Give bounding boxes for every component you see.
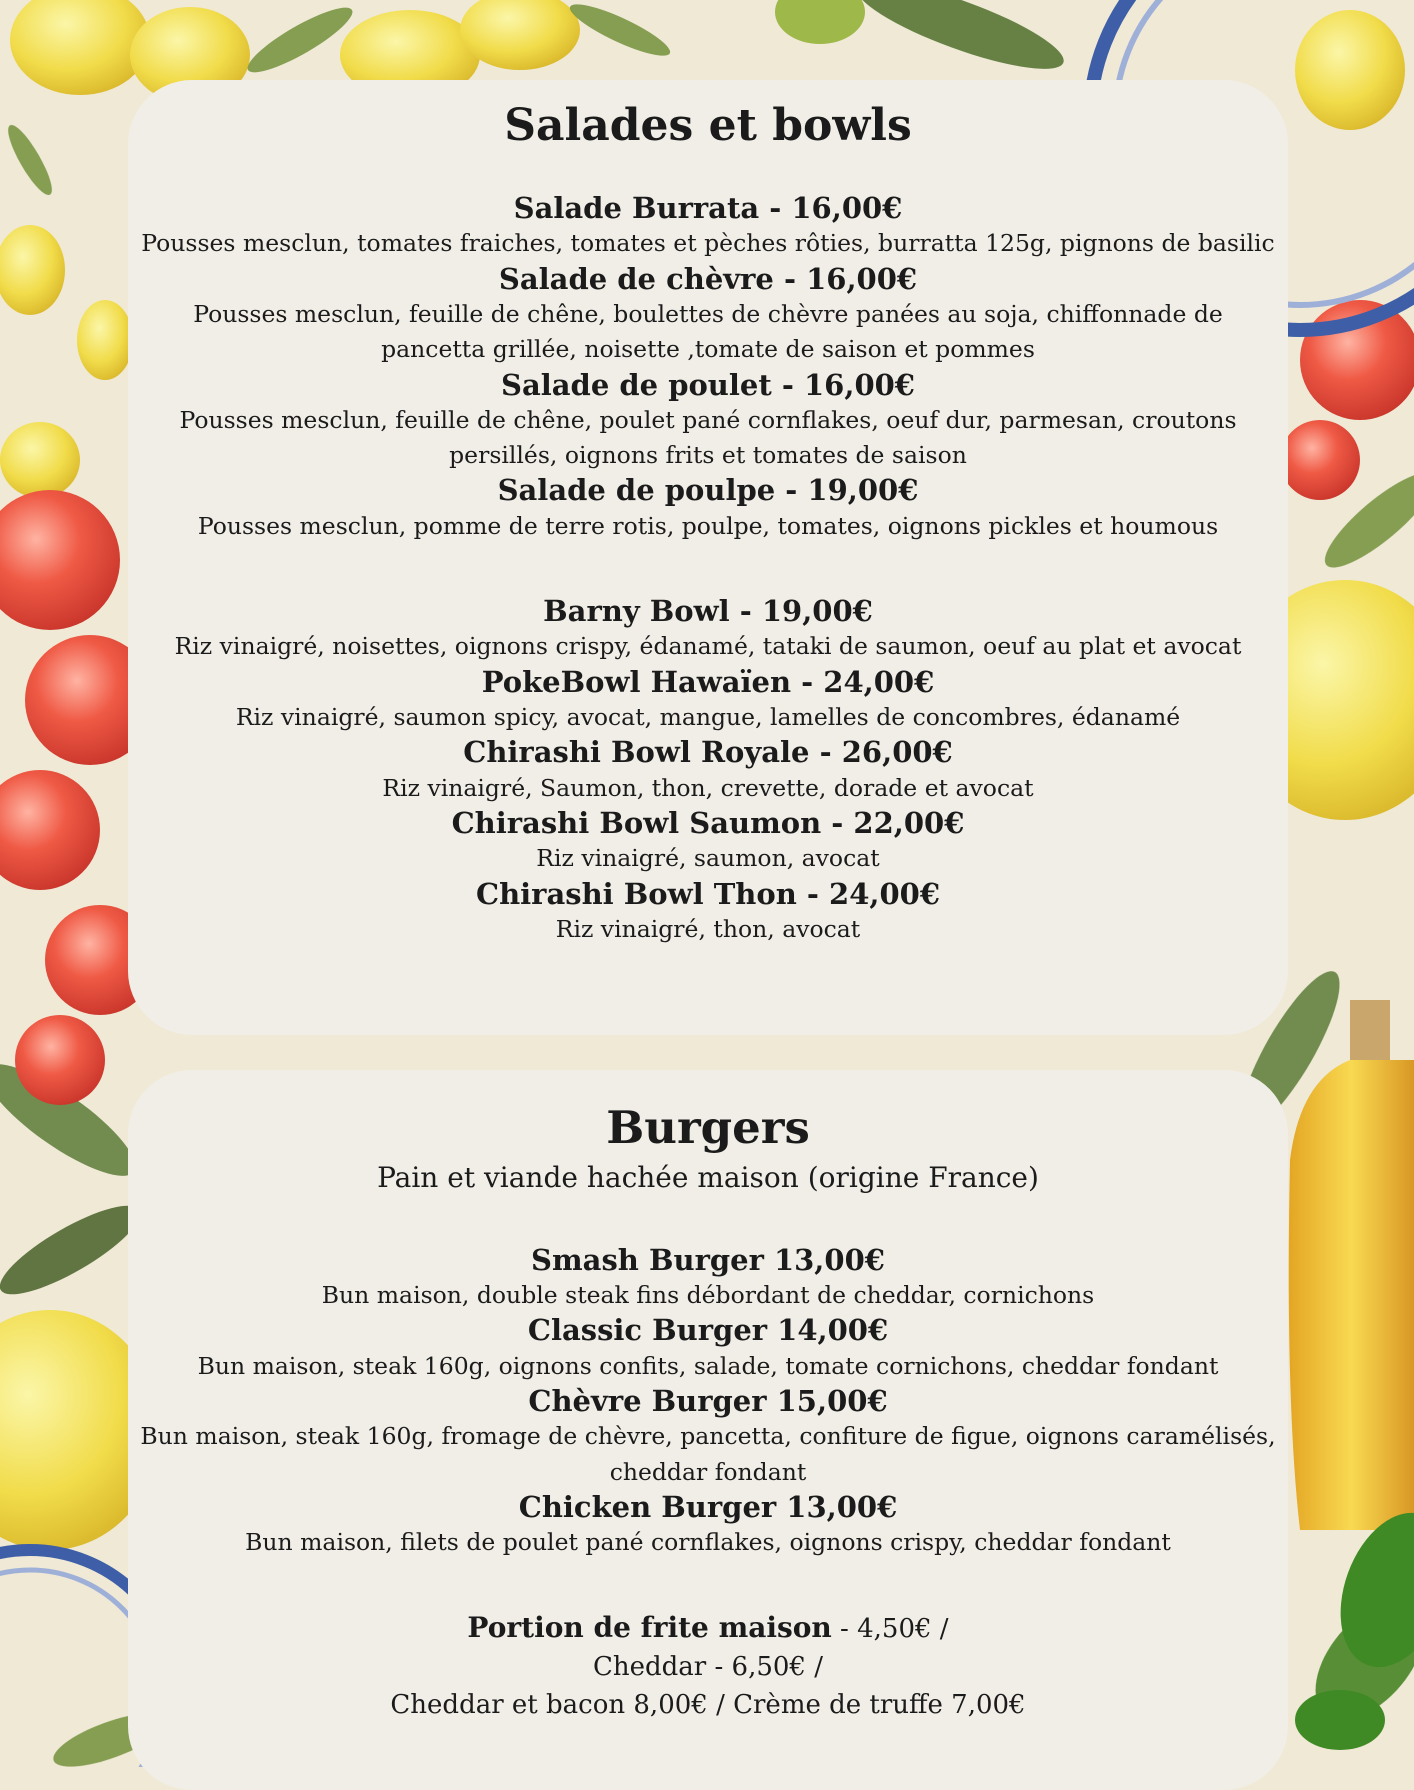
item-name: Chirashi Bowl Saumon - 22,00€: [451, 805, 965, 840]
menu-item-salade-chevre: [128, 262, 1288, 368]
item-description: Pousses mesclun, tomates fraiches, tomates et pèches rôties, burratta 125g, pignons de basilic: [141, 229, 1275, 258]
item-description: Bun maison, filets de poulet pané cornflakes, oignons crispy, cheddar fondant: [245, 1528, 1171, 1557]
salad-list: [128, 191, 1288, 544]
item-description: Pousses mesclun, feuille de chêne, poulet pané cornflakes, oeuf dur, parmesan, croutons persillés, oignons frits et tomates de saison: [179, 405, 1237, 470]
item-description: Bun maison, double steak fins débordant de cheddar, cornichons: [321, 1281, 1095, 1310]
fries-cheddar-line: Cheddar - 6,50€ /: [592, 1652, 823, 1683]
menu-item-salade-poulet: [128, 368, 1288, 474]
menu-item-salade-poulpe: [128, 473, 1288, 544]
item-description: Riz vinaigré, Saumon, thon, crevette, dorade et avocat: [382, 773, 1034, 802]
salads-section: [128, 80, 1288, 1035]
menu-item-chirashi-saumon: [128, 806, 1288, 877]
item-name: Chirashi Bowl Thon - 24,00€: [475, 876, 940, 911]
burgers-section: [128, 1070, 1288, 1790]
burgers-title: Burgers: [606, 1101, 810, 1154]
item-name: Salade de poulpe - 19,00€: [497, 473, 919, 508]
spacer: [128, 544, 1288, 594]
spacer: [128, 1560, 1288, 1608]
item-description: Riz vinaigré, saumon, avocat: [536, 844, 880, 873]
item-name: Chirashi Bowl Royale - 26,00€: [463, 735, 953, 770]
fries-line: [128, 1608, 1288, 1649]
burgers-subtitle: Pain et viande hachée maison (origine France): [377, 1161, 1039, 1195]
fries-extras: [128, 1608, 1288, 1724]
item-name: Smash Burger 13,00€: [531, 1242, 885, 1277]
menu-item-chicken-burger: [128, 1490, 1288, 1561]
burger-list: [128, 1243, 1288, 1561]
item-description: Riz vinaigré, noisettes, oignons crispy, édanamé, tataki de saumon, oeuf au plat et avocat: [174, 632, 1242, 661]
menu-item-smash-burger: [128, 1243, 1288, 1314]
item-name: Chicken Burger 13,00€: [518, 1489, 898, 1524]
salads-title: Salades et bowls: [504, 100, 912, 151]
item-name: Classic Burger 14,00€: [527, 1313, 889, 1348]
item-description: Riz vinaigré, saumon spicy, avocat, mangue, lamelles de concombres, édanamé: [235, 703, 1181, 731]
fries-bacon-truffle-line: Cheddar et bacon 8,00€ / Crème de truffe 7,00€: [390, 1689, 1026, 1720]
item-description: Bun maison, steak 160g, oignons confits, salade, tomate cornichons, cheddar fondant: [197, 1351, 1219, 1380]
menu-item-salade-burrata: [128, 191, 1288, 262]
bowl-list: [128, 594, 1288, 947]
basil-icon: [1295, 1498, 1414, 1750]
item-description: Pousses mesclun, feuille de chêne, boulettes de chèvre panées au soja, chiffonnade de pancetta grillée, noisette ,tomate de saison et pommes: [193, 300, 1223, 364]
menu-item-classic-burger: [128, 1313, 1288, 1384]
fries-price: - 4,50€ /: [831, 1614, 949, 1645]
item-description: Bun maison, steak 160g, fromage de chèvre, pancetta, confiture de figue, oignons caramélisés, cheddar fondant: [140, 1422, 1276, 1486]
fries-label: Portion de frite maison: [467, 1611, 832, 1645]
item-description: Pousses mesclun, pomme de terre rotis, poulpe, tomates, oignons pickles et houmous: [197, 511, 1219, 540]
menu-item-barny-bowl: [128, 594, 1288, 665]
olive-oil-bottle-icon: [1289, 1000, 1414, 1530]
menu-item-chirashi-royale: [128, 735, 1288, 806]
item-name: Salade Burrata - 16,00€: [513, 191, 903, 225]
item-name: PokeBowl Hawaïen - 24,00€: [481, 664, 935, 699]
item-name: Salade de poulet - 16,00€: [501, 367, 915, 402]
menu-item-pokebowl-hawaien: [128, 665, 1288, 736]
menu-item-chevre-burger: [128, 1384, 1288, 1490]
item-name: Chèvre Burger 15,00€: [528, 1383, 888, 1418]
menu-item-chirashi-thon: [128, 877, 1288, 948]
item-name: Barny Bowl - 19,00€: [543, 594, 873, 628]
item-description: Riz vinaigré, thon, avocat: [555, 914, 861, 943]
item-name: Salade de chèvre - 16,00€: [498, 261, 918, 296]
